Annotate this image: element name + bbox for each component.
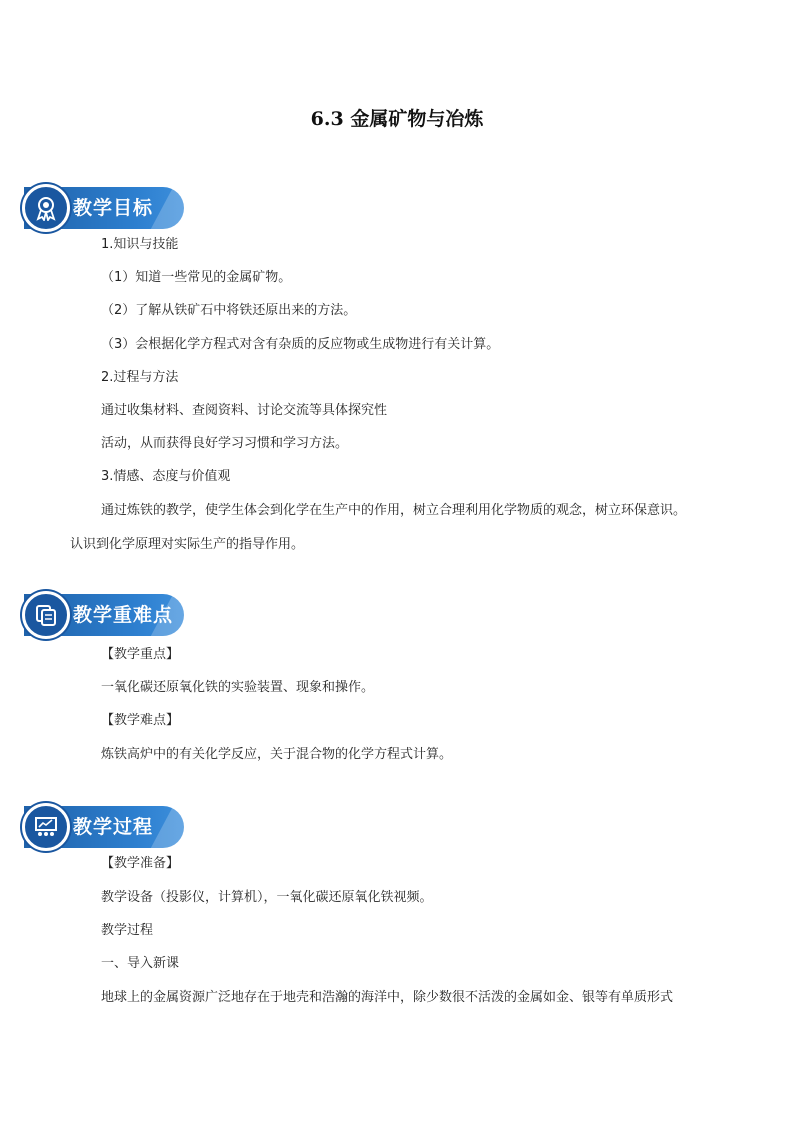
process-line: 地球上的金属资源广泛地存在于地壳和浩瀚的海洋中，除少数很不活泼的金属如金、银等有单质形式: [101, 990, 674, 1005]
keypoint-line: 【教学难点】: [101, 713, 180, 728]
section-heading-process: 教学过程: [73, 816, 154, 838]
section-banner-objectives: [24, 187, 184, 229]
objective-line: 3.情感、态度与价值观: [101, 469, 231, 484]
section-banner-process: [24, 806, 184, 848]
presentation-icon: [22, 803, 70, 851]
banner-decoration: [151, 806, 199, 848]
award-ribbon-icon: [22, 184, 70, 232]
objective-line: 认识到化学原理对实际生产的指导作用。: [70, 537, 305, 552]
objective-line: （1）知道一些常见的金属矿物。: [101, 270, 292, 285]
objective-line: （2）了解从铁矿石中将铁还原出来的方法。: [101, 303, 357, 318]
section-heading-keypoints: 教学重难点: [73, 604, 174, 626]
keypoint-line: 一氧化碳还原氧化铁的实验装置、现象和操作。: [101, 680, 375, 695]
objective-line: 1.知识与技能: [101, 237, 179, 252]
keypoint-line: 炼铁高炉中的有关化学反应，关于混合物的化学方程式计算。: [101, 747, 453, 762]
process-line: 教学过程: [101, 923, 154, 938]
objective-line: 活动，从而获得良好学习习惯和学习方法。: [101, 436, 349, 451]
section-heading-objectives: 教学目标: [73, 197, 154, 219]
section-banner-keypoints: [24, 594, 184, 636]
banner-decoration: [151, 187, 199, 229]
keypoint-line: 【教学重点】: [101, 647, 180, 662]
process-line: 【教学准备】: [101, 856, 180, 871]
objective-line: 通过收集材料、查阅资料、讨论交流等具体探究性: [101, 403, 388, 418]
objective-line: 通过炼铁的教学，使学生体会到化学在生产中的作用，树立合理利用化学物质的观念，树立环保意识。: [101, 503, 687, 518]
process-line: 一、导入新课: [101, 956, 180, 971]
page-title: 6.3 金属矿物与冶炼: [310, 108, 484, 130]
documents-icon: [22, 591, 70, 639]
process-line: 教学设备（投影仪，计算机），一氧化碳还原氧化铁视频。: [101, 890, 433, 905]
objective-line: （3）会根据化学方程式对含有杂质的反应物或生成物进行有关计算。: [101, 337, 500, 352]
objective-line: 2.过程与方法: [101, 370, 179, 385]
